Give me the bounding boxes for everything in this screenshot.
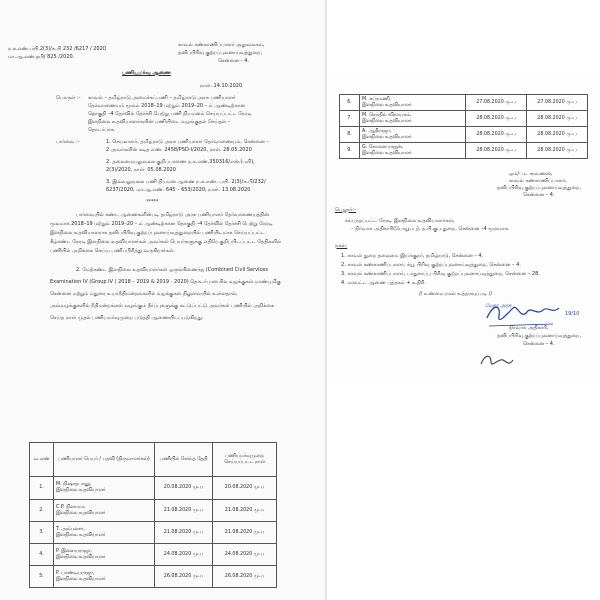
joined-date: 21.08.2020 மு.ப [155, 500, 213, 522]
officer-city: சென்னை – 4. [523, 341, 555, 347]
staff-name: M. நிஷாதபானு, [56, 482, 92, 488]
regularised-date: 27.08.2020 மு.ப [527, 95, 588, 111]
staff-post: இளநிலை உதவியாளர் [56, 532, 106, 538]
regularised-date: 28.08.2020 மு.ப [527, 143, 588, 159]
reference-label: பார்வை :- [56, 139, 80, 145]
subject-line: தொகுதி –4 தேர்வில் தேர்ச்சி பெற்று பணி நியமனம் செய்யப்பட்ட நேரடி [88, 111, 252, 117]
staff-name-cell [360, 95, 466, 111]
separator: ***** [146, 199, 159, 205]
joined-date: 21.08.2020 மு.ப [155, 522, 213, 544]
copy-line: 2. காவல் கண்காணிப்பாளர், க்யூ பிரிவு குற்றப்புலனாய்வுத்துறை, சென்னை – 4. [341, 262, 521, 268]
reference-number-1: ந.க.எண்.பயி.2(3)/சு.பி 232 /6217 / 2020 [8, 46, 106, 52]
staff-post: இளநிலை உதவியாளர் [56, 488, 106, 493]
officer-title: நிர்வாக அதிகாரி, [509, 325, 549, 331]
table-header-row [30, 443, 277, 477]
table-row [30, 500, 277, 522]
column-header: பணியாளர் பெயர் / பதவி (திருவாளர்கள்) [54, 443, 155, 477]
staff-name-cell [360, 143, 466, 159]
staff-name: C.P. நிஸாமா, [56, 504, 86, 510]
signature-text: மேதா அரசு [485, 303, 512, 309]
staff-table-continued [339, 94, 588, 159]
staff-name: G. சோனை ராஜன், [362, 144, 404, 150]
row-number: 2. [30, 500, 54, 522]
table-row [30, 522, 277, 544]
regularised-date: 21.08.2020 மு.ப [213, 500, 277, 522]
initials-scribble [477, 350, 517, 372]
paragraph-1-line: பார்வையில் கண்ட ஆணைகளின்படி தமிழ்நாடு அரசு பணியாளர் தேர்வாணையத்தின் [76, 212, 269, 218]
staff-name-cell [360, 111, 466, 127]
staff-post: இளநிலை உதவியாளர் [362, 102, 412, 108]
signature-date: 19/10 [565, 311, 580, 317]
row-number: 5. [30, 566, 54, 588]
staff-name-cell [360, 127, 466, 143]
paragraph-2-line: 2. மேற்கண்ட இளநிலை உதவியாளர்கள் ஒருங்கிணைந்த (Combined Civil Services [76, 267, 268, 273]
row-number: 9. [340, 143, 360, 159]
row-number: 3. [30, 522, 54, 544]
table-row [340, 127, 588, 143]
copy-line: 3. காவல் கண்காணிப்பாளர், பாதுகாப்பு பிரிவு குற்றப்புலனாய்வுத்துறை, சென்னை – 28. [341, 271, 540, 277]
office-line-3: சென்னை - 4. [218, 58, 249, 64]
joined-date: 28.08.2020 மு.ப [466, 127, 527, 143]
signatory-title: காவல் கண்காணிப்பாளர், [509, 178, 567, 184]
reference-line: 2 அவர்களின் கடித எண். 2458/PSD-I/2020, நாள். 28.05.2020 [106, 147, 252, 153]
regularised-date: 26.08.2020 மு.ப [213, 566, 277, 588]
regularised-date: 20.08.2020 மு.ப [213, 477, 277, 500]
table-row [340, 143, 588, 159]
staff-name: P. பாண்டியராஜா, [56, 570, 95, 576]
subject-line: தேர்வாணையம் மூலம் 2018–19 மற்றும் 2019–20 – ம் ஆண்டிற்கான [88, 103, 246, 109]
column-header: பணியமர்வுமுறை செய்யப்பட்ட நாள் [213, 443, 277, 477]
copy-line: 4. மாவட்ட ஆணை புத்தகம் + உதிரி. [341, 280, 426, 286]
officer-department: தனிப்பிரிவு குற்றப்புலனாய்வுத்துறை, [497, 333, 582, 339]
staff-post: இளநிலை உதவியாளர் [362, 118, 412, 124]
subject-line: இளநிலை உதவியாளர்களின் பணியிடை வழங்குதல் செய்தல் – [88, 119, 231, 125]
joined-date: 26.08.2020 மு.ப [155, 566, 213, 588]
staff-name: A. ஆதிராஜா, [362, 128, 392, 134]
staff-post: இளநிலை உதவியாளர் [362, 150, 412, 156]
joined-date: 28.08.2020 மு.ப [466, 143, 527, 159]
recipients-label: பெறுநர்:- [335, 207, 357, 213]
signatory-name: ஒம்/- ம. சரவணன், [509, 171, 553, 177]
subject-label: பொருள் :- [56, 95, 81, 101]
table-row [30, 477, 277, 500]
column-header: வ.எண் [30, 443, 54, 477]
paragraph-1-line: இளநிலை உதவியாளராக தனிப்பிரிவு குற்றப்புலனாய்வுத்துறையில் பணியிடமாக செய்யப்பட்ட [50, 230, 265, 236]
staff-name-cell [54, 544, 155, 566]
subject-line: காவல் – தமிழ்நாடு அமைச்சுப்பணி – தமிழ்நாடு அரசு பணியாளர் [88, 95, 236, 101]
staff-name: T. அம்பலசா, [56, 526, 85, 532]
staff-name: M. சுப்ரமணி, [362, 96, 391, 102]
reference-line: 1. செயலாளர், தமிழ்நாடு அரசு பணியாளர் தேர்வாணையம், சென்னை – [106, 139, 269, 145]
copy-label: நகல்: [335, 243, 348, 249]
table-row [30, 566, 277, 588]
staff-post: இளநிலை உதவியாளர் [56, 554, 106, 560]
staff-name-cell [54, 477, 155, 500]
staff-post: இளநிலை உதவியாளர் [56, 510, 106, 516]
order-date: நாள். 14.10.2020 [200, 83, 243, 89]
staff-name: M. செந்தில் விநாயகம், [362, 112, 412, 118]
joined-date: 27.08.2020 மு.ப [466, 95, 527, 111]
recipient-line: – நிர்வாக அதிகாரி(பொறுப்பு), த.பி.குப.துறை, சென்னை –4 மூலமாக. [351, 226, 510, 232]
staff-post: இளநிலை உதவியாளர் [362, 134, 412, 140]
recipient-line: சம்பந்தப்பட்ட நேரடி இளநிலை உதவியாளர்கள், [345, 218, 455, 224]
signatory-department: தனிப்பிரிவு குற்றப்புலனாய்வுத்துறை, [497, 185, 582, 191]
table-row [30, 544, 277, 566]
regularised-date: 28.08.2020 மு.ப [527, 111, 588, 127]
paragraph-2-line: சென்னை மற்றும் மதுரை உயர்நீதிமன்றங்களில் வழக்குகள் நிலுவையில் உள்ளதால், [50, 291, 238, 297]
reference-line: 2. தலைமையலுவலக குறிப்பாணை ந.க.எண்.350316/என்.(பயி), [106, 159, 255, 165]
regularised-date: 21.08.2020 மு.ப [213, 522, 277, 544]
office-line-2: தனிப்பிரிவு குற்றப்புலனாய்வுத்துறை, [178, 50, 263, 56]
paragraph-2-line: அவ்வழக்குகளில் நீதிமன்றங்கள் வழங்கும் தீர்ப்புகளுக்கு கட்டுப்பட்டு அவர்கள் பணியில் அறிக்கை [50, 303, 275, 309]
staff-name-cell [54, 500, 155, 522]
row-number: 4. [30, 544, 54, 566]
row-number: 1. [30, 477, 54, 500]
signatory-city: சென்னை – 4. [523, 192, 555, 198]
staff-post: இளநிலை உதவியாளர் [56, 576, 106, 582]
regularised-date: 28.08.2020 மு.ப [527, 127, 588, 143]
column-header: பணியில் சேர்ந்த தேதி [155, 443, 213, 477]
staff-table [29, 442, 277, 588]
staff-name: P. இளையராஜா, [56, 548, 92, 554]
subject-line: தொடர்பாக. [88, 127, 116, 133]
row-number: 7. [340, 111, 360, 127]
row-number: 8. [340, 127, 360, 143]
order-page-2 [327, 78, 600, 378]
staff-name-cell [54, 522, 155, 544]
paragraph-1-line: மூலமாக 2018–19 மற்றும் 2019–20 – ம் ஆண்டிற்கான தொகுதி –4 தேர்வில் தேர்ச்சி பெற்று நேரடி [50, 221, 273, 227]
order-heading: பணியமர்வு ஆணை [122, 70, 171, 76]
table-row [340, 111, 588, 127]
paragraph-2-line: Examination IV (Group IV ) 2018 – 2019 & 2019 - 2020) தொடர்பான சில வழக்குகள் மாண்புமிகு [50, 279, 281, 285]
reference-number-2: மா.ஆ.எண்.தபி/ 825 /2020. [8, 54, 75, 60]
row-number: 6. [340, 95, 360, 111]
copy-line: 1. காவல் துறை தலைமை இயக்குநர், தமிழ்நாடு, சென்னை – 4. [341, 253, 484, 259]
paragraph-2-line: செய்த நாள் முதல் பணியமர்வுமுறை படுத்தி ஆணையிடப்படுகிறது. [50, 315, 204, 321]
reference-line: 2(3)/2020, நாள். 05.08.2020 [106, 167, 176, 173]
attestation-line: // உண்மை நகல் உத்தரவுப்படி // [419, 291, 493, 297]
office-line-1: காவல் கண்காணிப்பாளர் அலுவலகம், [178, 42, 265, 48]
paragraph-1-line: பணியில் அறிக்கை செய்ய பணிப்பிரித்து வருகிறார்கள். [50, 248, 176, 254]
reference-line: 6237/2020, மா.ஆ.எண். 645 – 653/2020, நாள். 13.08.2020 [106, 187, 251, 193]
paragraph-1-line: கீழ்கண்ட நேரடி இளநிலை உதவியாளர்கள் அவர்கள் பெயர்களுக்கு எதிரே குறிப்பிடப்பட்ட தேதிகளில் [50, 239, 282, 245]
joined-date: 28.08.2020 மு.ப [466, 111, 527, 127]
staff-name-cell [54, 566, 155, 588]
table-row [340, 95, 588, 111]
regularised-date: 24.08.2020 மு.ப [213, 544, 277, 566]
reference-line: 3. இவ்வலுவலக பணி நியமன ஆணை ந.க.எண். பயி. 2(3)/சு.பி/232/ [106, 179, 266, 185]
joined-date: 24.08.2020 மு.ப [155, 544, 213, 566]
joined-date: 20.08.2020 மு.ப [155, 477, 213, 500]
